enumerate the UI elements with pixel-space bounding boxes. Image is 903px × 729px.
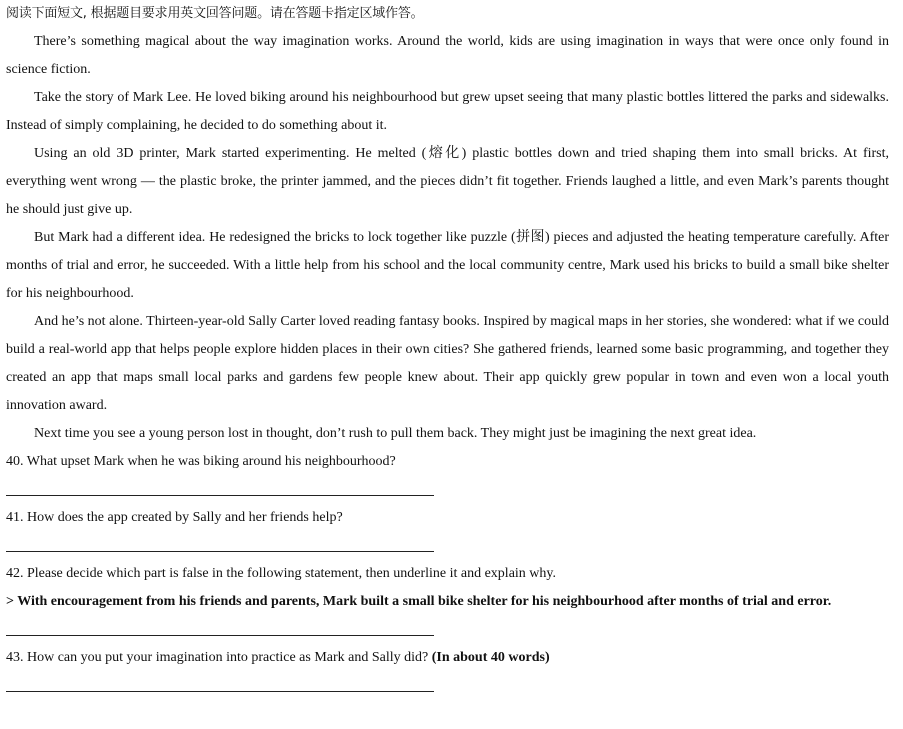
question-42: 42. Please decide which part is false in the following statement, then underline it and explain why. — [6, 566, 556, 581]
question-43-text: 43. How can you put your imagination into practice as Mark and Sally did? — [6, 650, 432, 665]
word-limit-note: (In about 40 words) — [431, 650, 550, 665]
passage-paragraph: Using an old 3D printer, Mark started experimenting. He melted (熔化) plastic bottles down and tried shaping them into small bricks. At first, everything went wrong — the plastic broke, the printer jammed, and the pieces didn’t fit together. Friends laughed a little, and even Mark’s parents thought he should just give up. — [6, 146, 889, 217]
passage-paragraph: But Mark had a different idea. He redesigned the bricks to lock together like puzzle (拼图) pieces and adjusted the heating temperature carefully. After months of trial and error, he succeeded. With a little help from his school and the local community centre, Mark used his bricks to build a small bike shelter for his neighbourhood. — [6, 230, 889, 301]
answer-line-40[interactable] — [6, 495, 434, 496]
reading-passage — [6, 28, 889, 448]
answer-line-43[interactable] — [6, 691, 434, 692]
question-42-statement: > With encouragement from his friends and parents, Mark built a small bike shelter for his neighbourhood after months of trial and error. — [6, 594, 832, 609]
passage-paragraph: Next time you see a young person lost in thought, don’t rush to pull them back. They might just be imagining the next great idea. — [34, 426, 757, 441]
question-43 — [6, 648, 550, 668]
passage-paragraph: There’s something magical about the way imagination works. Around the world, kids are using imagination in ways that were once only found in science fiction. — [6, 34, 889, 77]
question-40: 40. What upset Mark when he was biking around his neighbourhood? — [6, 454, 396, 469]
passage-paragraph: And he’s not alone. Thirteen-year-old Sally Carter loved reading fantasy books. Inspired by magical maps in her stories, she wondered: what if we could build a real-world app that helps people explore hidden places in their own cities? She gathered friends, learned some basic programming, and together they created an app that maps small local parks and gardens few people knew about. Their app quickly grew popular in town and even won a local youth innovation award. — [6, 314, 889, 413]
passage-paragraph: Take the story of Mark Lee. He loved biking around his neighbourhood but grew upset seeing that many plastic bottles littered the parks and sidewalks. Instead of simply complaining, he decided to do something about it. — [6, 90, 889, 133]
question-41: 41. How does the app created by Sally and her friends help? — [6, 510, 343, 525]
answer-line-42[interactable] — [6, 635, 434, 636]
instructions: 阅读下面短文, 根据题目要求用英文回答问题。请在答题卡指定区域作答。 — [6, 6, 424, 21]
answer-line-41[interactable] — [6, 551, 434, 552]
